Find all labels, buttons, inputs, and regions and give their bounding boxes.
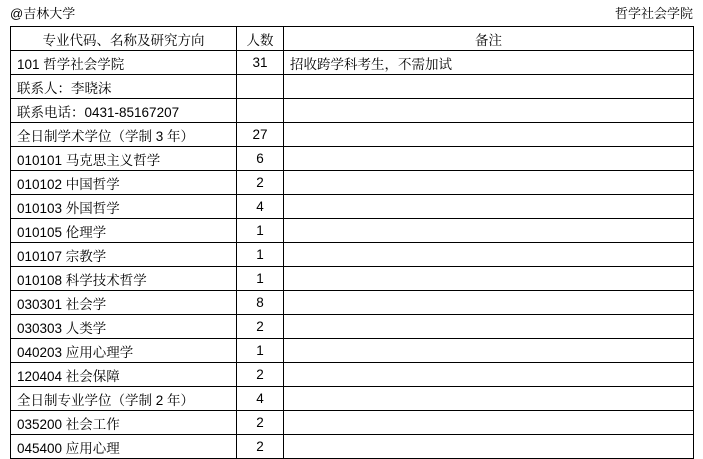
enrollment-table — [10, 26, 694, 459]
header-watermark-text: @吉林大学 — [10, 6, 76, 21]
table-row — [11, 291, 694, 315]
cell-count: 8 — [237, 291, 284, 315]
table-row — [11, 387, 694, 411]
column-header-count: 人数 — [237, 27, 284, 51]
cell-count: 2 — [237, 315, 284, 339]
table-row — [11, 195, 694, 219]
table-row — [11, 75, 694, 99]
cell-major: 全日制专业学位（学制 2 年） — [11, 387, 237, 411]
cell-major: 030303 人类学 — [11, 315, 237, 339]
cell-major: 030301 社会学 — [11, 291, 237, 315]
cell-count — [237, 75, 284, 99]
table-header-row — [11, 27, 694, 51]
cell-count: 1 — [237, 243, 284, 267]
cell-major: 联系人：李晓沫 — [11, 75, 237, 99]
cell-count: 1 — [237, 339, 284, 363]
table-row — [11, 171, 694, 195]
column-header-note: 备注 — [284, 27, 694, 51]
cell-note: 招收跨学科考生，不需加试 — [284, 51, 694, 75]
cell-major: 035200 社会工作 — [11, 411, 237, 435]
column-header-major: 专业代码、名称及研究方向 — [11, 27, 237, 51]
cell-note — [284, 99, 694, 123]
cell-major: 045400 应用心理 — [11, 435, 237, 459]
cell-count: 2 — [237, 363, 284, 387]
cell-count — [237, 99, 284, 123]
header-college-name: 哲学社会学院 — [614, 6, 693, 21]
cell-count: 2 — [237, 171, 284, 195]
cell-note — [284, 387, 694, 411]
cell-major: 联系电话：0431-85167207 — [11, 99, 237, 123]
cell-count: 1 — [237, 267, 284, 291]
cell-major: 010105 伦理学 — [11, 219, 237, 243]
cell-note — [284, 363, 694, 387]
cell-note — [284, 339, 694, 363]
page-header — [0, 0, 703, 26]
cell-note — [284, 291, 694, 315]
cell-major: 101 哲学社会学院 — [11, 51, 237, 75]
cell-note — [284, 267, 694, 291]
cell-count: 6 — [237, 147, 284, 171]
table-row — [11, 219, 694, 243]
table-row — [11, 123, 694, 147]
cell-count: 2 — [237, 411, 284, 435]
table-row — [11, 147, 694, 171]
table-row — [11, 315, 694, 339]
cell-note — [284, 435, 694, 459]
cell-note — [284, 195, 694, 219]
cell-note — [284, 147, 694, 171]
cell-major: 010101 马克思主义哲学 — [11, 147, 237, 171]
cell-major: 040203 应用心理学 — [11, 339, 237, 363]
cell-major: 120404 社会保障 — [11, 363, 237, 387]
table-row — [11, 363, 694, 387]
cell-note — [284, 171, 694, 195]
cell-count: 1 — [237, 219, 284, 243]
cell-major: 010103 外国哲学 — [11, 195, 237, 219]
table-row — [11, 51, 694, 75]
table-row — [11, 243, 694, 267]
cell-count: 27 — [237, 123, 284, 147]
cell-count: 4 — [237, 387, 284, 411]
cell-note — [284, 219, 694, 243]
table-row — [11, 339, 694, 363]
cell-note — [284, 123, 694, 147]
cell-major: 全日制学术学位（学制 3 年） — [11, 123, 237, 147]
table-row — [11, 435, 694, 459]
cell-major: 010107 宗教学 — [11, 243, 237, 267]
cell-count: 4 — [237, 195, 284, 219]
cell-count: 31 — [237, 51, 284, 75]
cell-major: 010102 中国哲学 — [11, 171, 237, 195]
cell-note — [284, 243, 694, 267]
cell-major: 010108 科学技术哲学 — [11, 267, 237, 291]
table-row — [11, 267, 694, 291]
table-row — [11, 99, 694, 123]
cell-note — [284, 315, 694, 339]
cell-count: 2 — [237, 435, 284, 459]
cell-note — [284, 75, 694, 99]
